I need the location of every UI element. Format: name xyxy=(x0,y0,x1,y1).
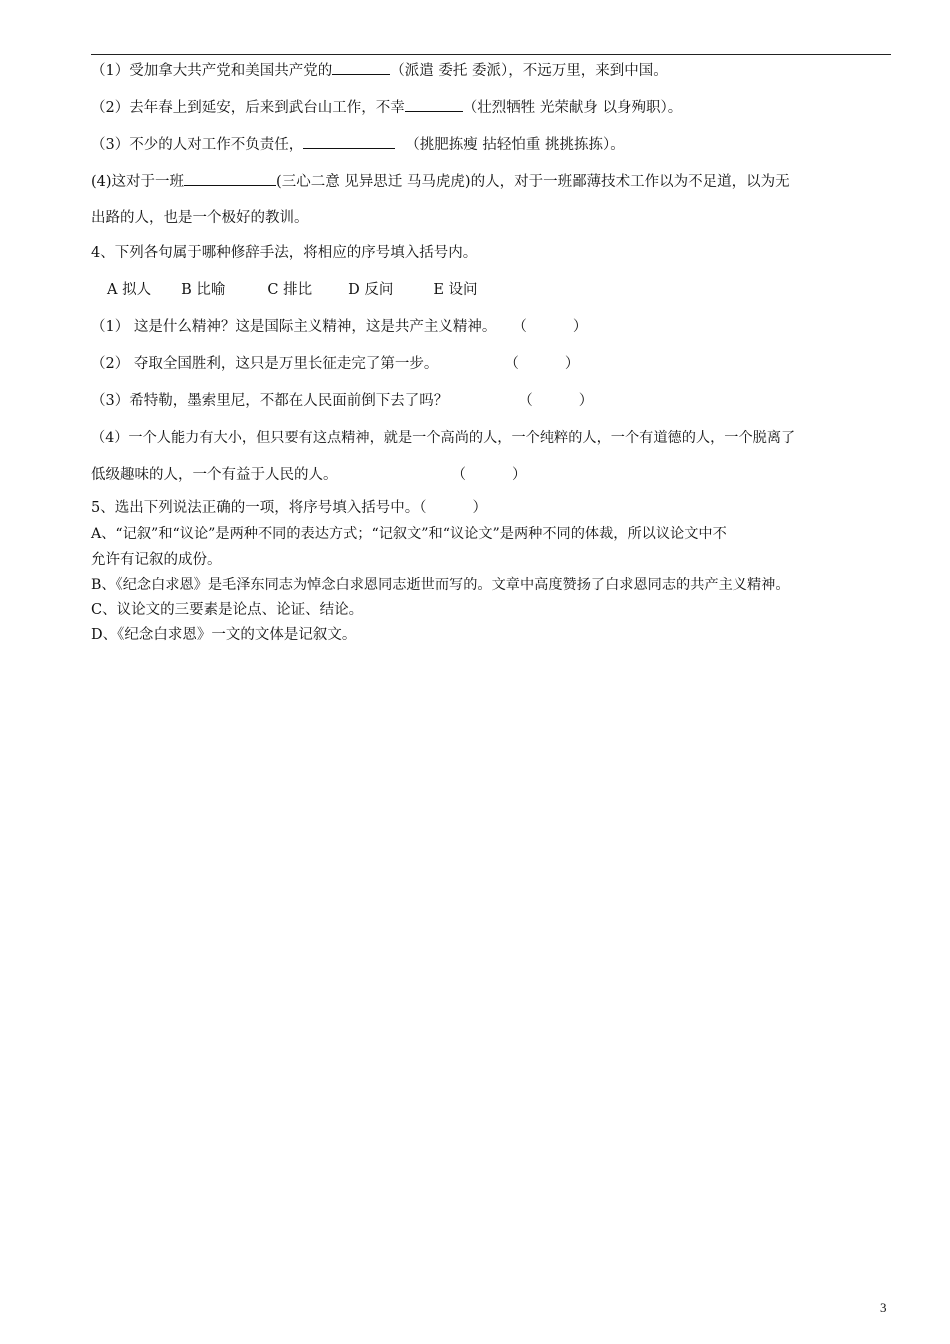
q3-item-4-post: (三心二意 见异思迁 马马虎虎)的人，对于一班鄙薄技术工作以为不足道，以为无 xyxy=(276,174,790,190)
q3-item-4 xyxy=(91,171,790,192)
q3-item-1-post: （派遣 委托 委派），不远万里，来到中国。 xyxy=(390,63,668,79)
q4-item-4: （4）一个人能力有大小，但只要有这点精神，就是一个高尚的人，一个纯粹的人，一个有道德的人，一个脱离了 xyxy=(91,430,796,446)
answer-paren[interactable]: （ ） xyxy=(512,319,588,335)
q3-item-1 xyxy=(91,60,668,81)
q5-option-c: C、议论文的三要素是论点、论证、结论。 xyxy=(91,602,364,618)
q5-option-d: D、《纪念白求恩》一文的文体是记叙文。 xyxy=(91,627,357,643)
q4-item-2-text: （2） 夺取全国胜利，这只是万里长征走完了第一步。 xyxy=(91,356,439,372)
q4-item-1 xyxy=(91,317,587,337)
q4-item-1-text: （1） 这是什么精神？这是国际主义精神，这是共产主义精神。 xyxy=(91,319,497,335)
q4-item-3 xyxy=(91,391,593,411)
answer-paren[interactable]: （ ） xyxy=(518,393,594,409)
q5-heading-text: 5、选出下列说法正确的一项，将序号填入括号中。（ xyxy=(91,500,427,516)
q5-heading: 5、选出下列说法正确的一项，将序号填入括号中。（ ） xyxy=(91,500,487,516)
q3-item-4-pre: (4)这对于一班 xyxy=(91,174,185,190)
header-rule xyxy=(91,54,891,55)
q3-item-4-continuation: 出路的人，也是一个极好的教训。 xyxy=(91,210,309,226)
q3-item-3 xyxy=(91,134,625,155)
answer-blank[interactable] xyxy=(303,134,395,149)
answer-paren[interactable]: （ ） xyxy=(504,356,580,372)
q3-item-1-pre: （1）受加拿大共产党和美国共产党的 xyxy=(91,63,333,79)
q5-option-b: B、《纪念白求恩》是毛泽东同志为悼念白求恩同志逝世而写的。文章中高度赞扬了白求恩同志的共产主义精神。 xyxy=(91,577,790,593)
q4-heading: 4、下列各句属于哪种修辞手法，将相应的序号填入括号内。 xyxy=(91,245,478,261)
option-b: B 比喻 xyxy=(181,282,226,298)
q5-option-a: A、“记叙”和“议论”是两种不同的表达方式；“记叙文”和“议论文”是两种不同的体裁，所以议论文中不 xyxy=(91,526,727,542)
q3-item-2-pre: （2）去年春上到延安，后来到武台山工作，不幸 xyxy=(91,100,405,116)
answer-blank[interactable] xyxy=(332,60,390,75)
page-number: 3 xyxy=(880,1300,887,1315)
q4-item-2 xyxy=(91,354,579,374)
q3-item-2-post: （壮烈牺牲 光荣献身 以身殉职）。 xyxy=(462,100,683,116)
q4-item-3-text: （3）希特勒，墨索里尼，不都在人民面前倒下去了吗？ xyxy=(91,393,449,409)
q3-item-2 xyxy=(91,97,682,118)
q5-option-a-continuation: 允许有记叙的成份。 xyxy=(91,552,222,568)
q3-item-3-post: （挑肥拣瘦 拈轻怕重 挑挑拣拣）。 xyxy=(405,137,625,153)
answer-blank[interactable] xyxy=(405,97,463,112)
option-e: E 设问 xyxy=(433,282,478,298)
option-c: C 排比 xyxy=(267,282,313,298)
q4-item-4-cont-text: 低级趣味的人，一个有益于人民的人。 xyxy=(91,467,338,483)
option-d: D 反问 xyxy=(348,282,394,298)
answer-paren[interactable]: （ ） xyxy=(451,467,527,483)
answer-blank[interactable] xyxy=(184,171,276,186)
q3-item-3-pre: （3）不少的人对工作不负责任， xyxy=(91,137,304,153)
q4-options xyxy=(107,280,478,300)
q4-item-4-continuation xyxy=(91,465,527,485)
option-a: A 拟人 xyxy=(107,282,152,298)
